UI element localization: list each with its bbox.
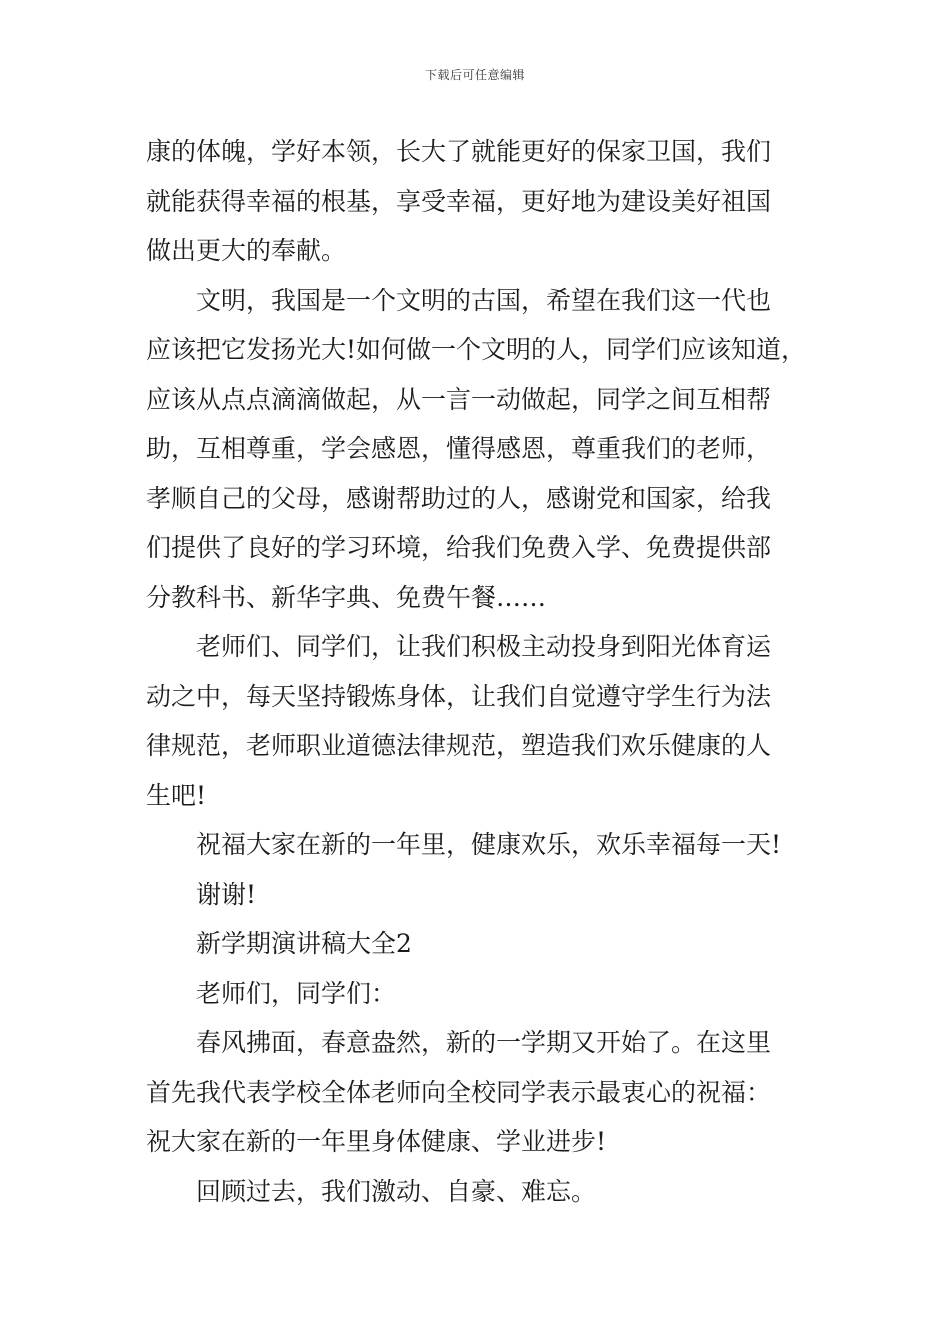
text-line: 康的体魄，学好本领，长大了就能更好的保家卫国，我们 — [146, 137, 772, 166]
text-line: 做出更大的奉献。 — [146, 236, 347, 265]
text-line: 回顾过去，我们激动、自豪、难忘。 — [196, 1176, 597, 1206]
text-line: 们提供了良好的学习环境，给我们免费入学、免费提供部 — [146, 533, 772, 562]
text-line: 助，互相尊重，学会感恩，懂得感恩，尊重我们的老师， — [146, 434, 772, 463]
text-line: 动之中，每天坚持锻炼身体，让我们自觉遵守学生行为法 — [146, 681, 772, 711]
text-line: 祝大家在新的一年里身体健康、学业进步! — [146, 1127, 607, 1156]
text-line: 律规范，老师职业道德法律规范，塑造我们欢乐健康的人 — [146, 731, 772, 760]
page-header-note: 下载后可任意编辑 — [424, 68, 525, 82]
text-line: 孝顺自己的父母，感谢帮助过的人，感谢党和国家，给我 — [146, 483, 772, 513]
text-line: 就能获得幸福的根基，享受幸福，更好地为建设美好祖国 — [146, 186, 772, 216]
text-line: 祝福大家在新的一年里，健康欢乐，欢乐幸福每一天! — [196, 830, 782, 859]
text-line: 首先我代表学校全体老师向全校同学表示最衷心的祝福： — [146, 1077, 772, 1107]
text-line: 生吧! — [146, 780, 207, 810]
text-line: 应该从点点滴滴做起，从一言一动做起，同学之间互相帮 — [146, 384, 772, 414]
text-line: 谢谢! — [196, 879, 257, 909]
text-line: 分教科书、新华字典、免费午餐…… — [146, 582, 547, 612]
text-line: 应该把它发扬光大!如何做一个文明的人，同学们应该知道， — [146, 335, 807, 364]
text-line: 老师们，同学们： — [196, 978, 397, 1008]
section-title: 新学期演讲稿大全2 — [196, 929, 412, 958]
text-line: 春风拂面，春意盎然，新的一学期又开始了。在这里 — [196, 1028, 772, 1057]
document-body — [146, 127, 812, 1216]
text-line: 文明，我国是一个文明的古国，希望在我们这一代也 — [196, 285, 772, 315]
text-line: 老师们、同学们，让我们积极主动投身到阳光体育运 — [196, 632, 772, 661]
